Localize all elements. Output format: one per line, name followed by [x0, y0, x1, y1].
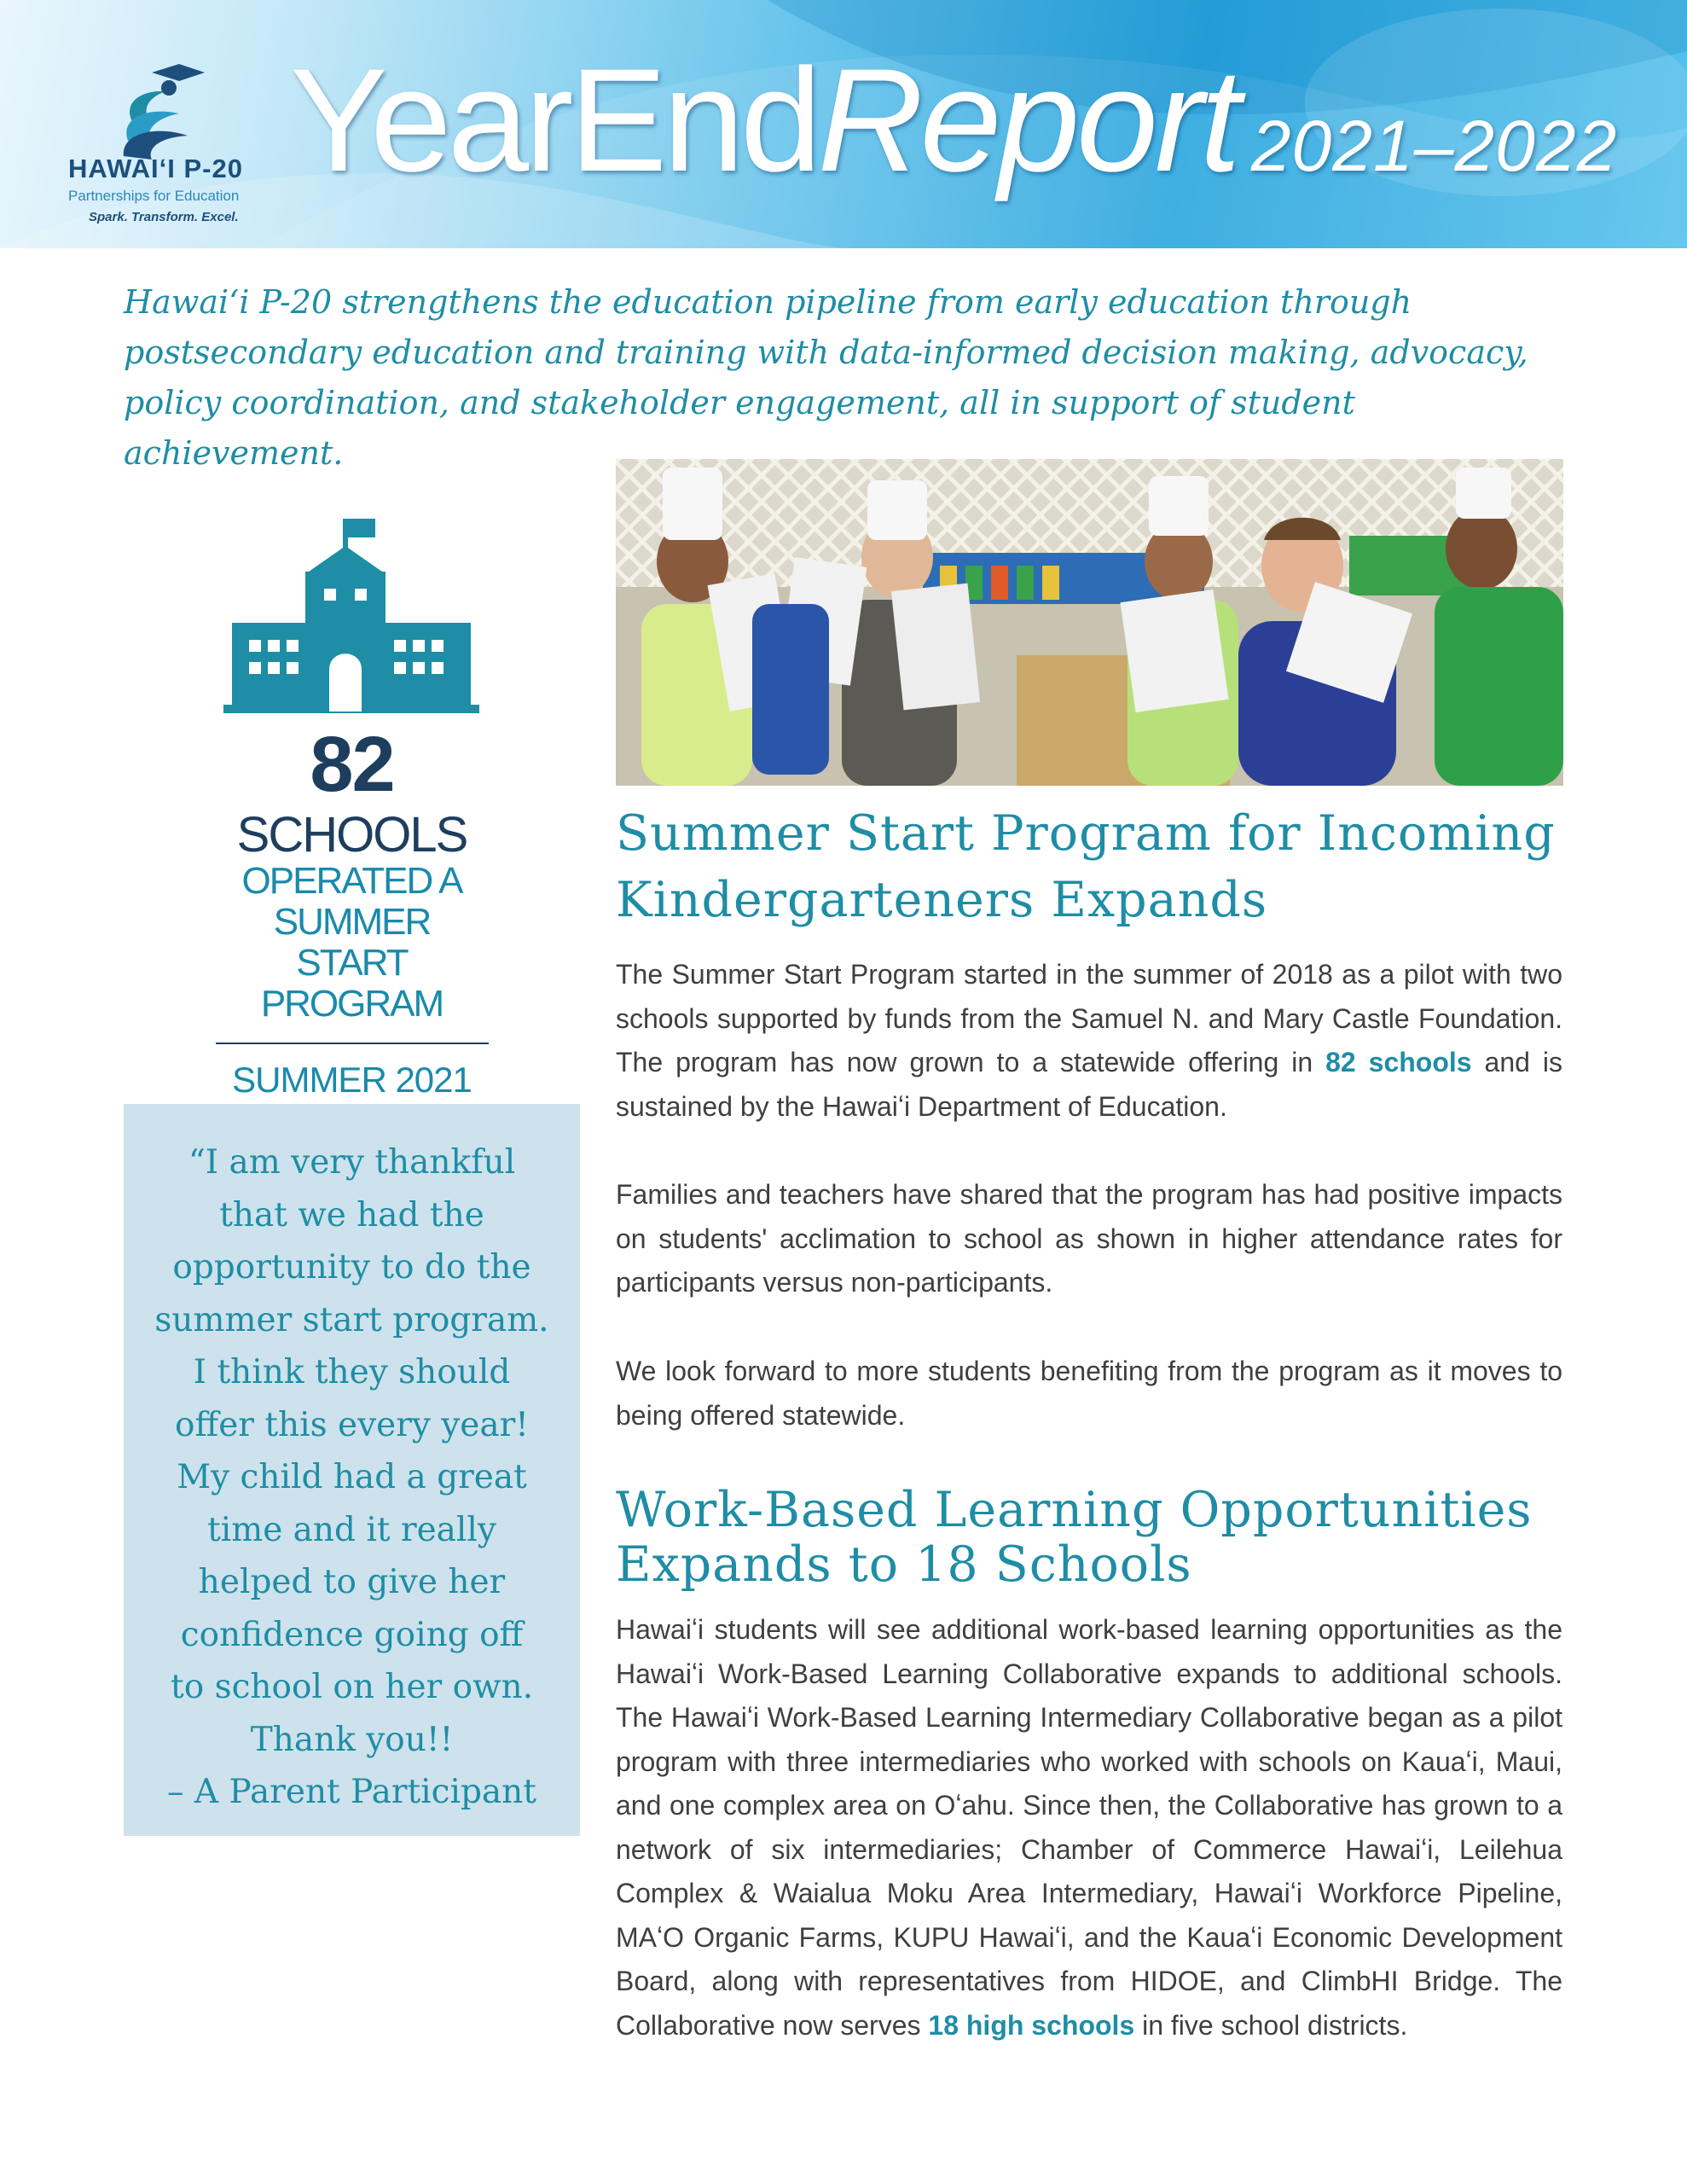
- section1-paragraph2: Families and teachers have shared that the program has had positive impacts on students' acclimation to school as shown in higher attendance rates for participants versus non-participants.: [616, 1179, 1562, 1298]
- quote-attribution: – A Parent Participant: [167, 1773, 536, 1811]
- quote-line: opportunity to do the: [172, 1248, 531, 1287]
- section1-paragraph1: [616, 953, 1562, 1129]
- title-yearend: YearEnd: [290, 38, 818, 202]
- stat-block: [154, 512, 550, 1101]
- section1-heading-line1: Summer Start Program for Incoming: [616, 805, 1556, 862]
- section2-heading-line2: Expands to 18 Schools: [616, 1536, 1192, 1593]
- classroom-photo: [616, 459, 1563, 786]
- quote-line: helped to give her: [198, 1563, 506, 1601]
- section2-p1-text: Hawaiʻi students will see additional work-based learning opportunities as the Hawaiʻi Work-Based Learning Collaborative expands to additional schools. The Hawaiʻi Work-Based Learning Intermediary Collaborative began as a pilot program with three intermediaries who worked with schools on Kauaʻi, Maui, and one complex area on Oʻahu. Since then, the Collaborative has grown to a network of six intermediaries; Chamber of Commerce Hawaiʻi, Leilehua Complex & Waialua Moku Area Intermediary, Hawaiʻi Workforce Pipeline, MAʻO Organic Farms, KUPU Hawaiʻi, and the Kauaʻi Economic Development Board, along with representatives from HIDOE, and ClimbHI Bridge. The Collaborative now serves: [616, 1614, 1562, 2041]
- quote-line: My child had a great: [177, 1458, 527, 1496]
- section1-p1-text: The Summer Start Program started in the summer of 2018 as a pilot with two schools supported by funds from the Samuel N. and Mary Castle Foundation. The program has now grown to a statewide offering in: [616, 959, 1562, 1077]
- quote-line: offer this every year!: [175, 1405, 529, 1444]
- school-building-icon: [223, 512, 479, 717]
- section1-p1-text-end: and is sustained by the Hawaiʻi Department of Education.: [616, 1047, 1563, 1122]
- stat-label-line5: PROGRAM: [260, 983, 443, 1025]
- logo-subtitle: Partnerships for Education: [68, 188, 240, 204]
- stat-label-schools: SCHOOLS: [236, 807, 467, 863]
- title-report: Report: [817, 38, 1238, 202]
- quote-line: that we had the: [219, 1195, 484, 1234]
- section1-paragraph3: We look forward to more students benefiting from the program as it moves to being offered statewide.: [616, 1356, 1562, 1431]
- quote-line: I think they should: [193, 1353, 511, 1391]
- p20-logo-icon: [60, 47, 264, 235]
- quote-line: summer start program.: [154, 1300, 549, 1339]
- section2-heading-line1: Work-Based Learning Opportunities: [616, 1482, 1533, 1538]
- stat-label-line2: OPERATED A: [241, 860, 462, 902]
- quote-line: “I am very thankful: [188, 1143, 516, 1182]
- quote-line: confidence going off: [180, 1615, 524, 1654]
- quote-line: time and it really: [207, 1510, 496, 1549]
- section1-heading-line2: Kindergarteners Expands: [616, 872, 1268, 928]
- report-title: [290, 38, 1618, 202]
- section2-paragraph1: [616, 1608, 1562, 2048]
- stat-season: SUMMER 2021: [232, 1060, 472, 1100]
- logo-tagline: Spark. Transform. Excel.: [89, 210, 239, 224]
- quote-line: to school on her own.: [171, 1668, 533, 1706]
- quote-line: Thank you!!: [250, 1720, 454, 1759]
- parent-quote: [124, 1104, 580, 1836]
- stat-label-line4: START: [296, 942, 408, 984]
- section1-heading: [616, 800, 1556, 933]
- stat-divider: [216, 1043, 489, 1044]
- logo-name: HAWAIʻI P-20: [68, 154, 243, 183]
- section2-heading: [616, 1483, 1533, 1592]
- section2-p1-highlight: 18 high schools: [928, 2009, 1135, 2041]
- section1-p1-highlight: 82 schools: [1325, 1047, 1472, 1077]
- stat-label-line3: SUMMER: [273, 901, 431, 943]
- classroom-photo-illustration: [616, 459, 1563, 786]
- header-banner: [0, 0, 1687, 248]
- intro-statement: Hawaiʻi P-20 strengthens the education pipeline from early education through postsecondary education and training with data-informed decision making, advocacy, policy coordination, and stakeholder engagement, all in support of student achievement.: [124, 283, 1528, 472]
- section2-p1-text-end: in five school districts.: [1134, 2009, 1408, 2041]
- stat-number: 82: [310, 721, 394, 808]
- title-years: 2021–2022: [1250, 106, 1618, 186]
